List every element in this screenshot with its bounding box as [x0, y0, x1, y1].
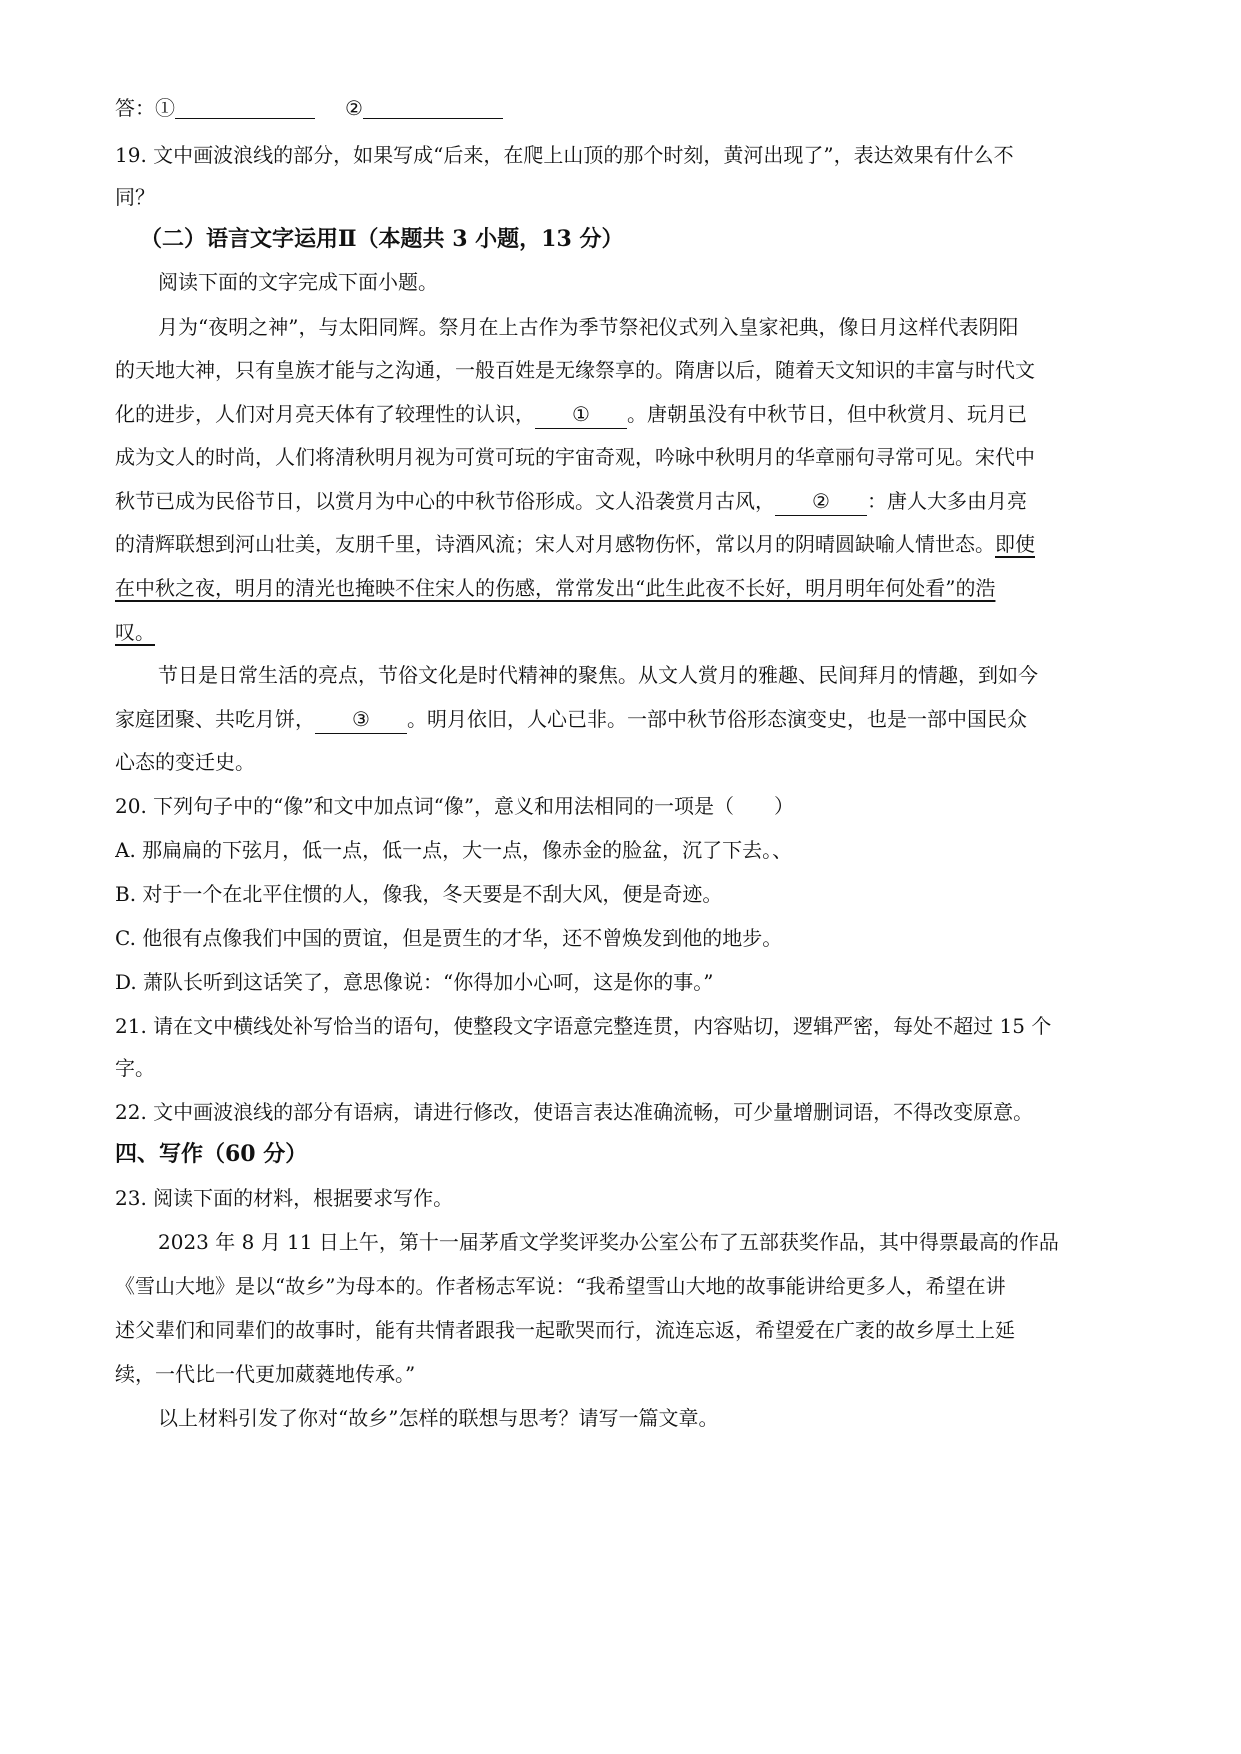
passage-line: 节日是日常生活的亮点，节俗文化是时代精神的聚焦。从文人赏月的雅趣、民间拜月的情趣，到如今	[158, 663, 1038, 687]
wavy-underlined-text: 在中秋之夜，明月的清光也掩映不住宋人的伤感，常常发出“此生此夜不长好，明月明年何处看”的浩	[115, 576, 996, 600]
passage-line: 心态的变迁史。	[115, 750, 255, 774]
text: ：唐人大多由月亮	[867, 489, 1027, 513]
q20-option-a[interactable]: A. 那扁扁的下弦月，低一点，低一点，大一点，像赤金的脸盆，沉了下去。、	[115, 838, 793, 862]
answer-mark-1: ①	[155, 96, 175, 120]
q22: 22. 文中画波浪线的部分有语病，请进行修改，使语言表达准确流畅，可少量增删词语，不得改变原意。	[115, 1100, 1034, 1124]
material-line: 《雪山大地》是以“故乡”为母本的。作者杨志军说：“我希望雪山大地的故事能讲给更多人，希望在讲	[115, 1274, 1006, 1298]
q20-option-c[interactable]: C. 他很有点像我们中国的贾谊，但是贾生的才华，还不曾焕发到他的地步。	[115, 926, 783, 950]
passage-line: 的天地大神，只有皇族才能与之沟通，一般百姓是无缘祭享的。隋唐以后，随着天文知识的丰富与时代文	[115, 358, 1035, 382]
q23-stem: 23. 阅读下面的材料，根据要求写作。	[115, 1186, 454, 1210]
passage-line	[115, 400, 1125, 429]
section2-title: （二）语言文字运用Ⅱ（本题共 3 小题，13 分）	[140, 226, 624, 252]
wavy-underlined-text: 即使	[995, 532, 1035, 556]
passage-line: 月为“夜明之神”，与太阳同辉。祭月在上古作为季节祭祀仪式列入皇家祀典，像日月这样代表阴阳	[158, 315, 1019, 339]
q19-line2: 同？	[115, 185, 155, 209]
passage-line	[115, 530, 1125, 558]
section4-title: 四、写作（60 分）	[115, 1141, 308, 1167]
fill-blank-3[interactable]: ③	[315, 705, 407, 734]
q19-line1: 19. 文中画波浪线的部分，如果写成“后来，在爬上山顶的那个时刻，黄河出现了”，表达效果有什么不	[115, 143, 1014, 167]
passage-line	[115, 487, 1125, 516]
passage-line: 成为文人的时尚，人们将清秋明月视为可赏可玩的宇宙奇观，吟咏中秋明月的华章丽句寻常可见。宋代中	[115, 445, 1035, 469]
answer-line	[115, 94, 1125, 122]
q20-stem: 20. 下列句子中的“像”和文中加点词“像”，意义和用法相同的一项是（ ）	[115, 794, 795, 818]
q20-option-b[interactable]: B. 对于一个在北平住惯的人，像我，冬天要是不刮大风，便是奇迹。	[115, 882, 723, 906]
text: 。唐朝虽没有中秋节日，但中秋赏月、玩月已	[627, 402, 1027, 426]
passage-line	[115, 574, 1125, 602]
answer-label: 答：	[115, 96, 155, 120]
q21-line2: 字。	[115, 1056, 155, 1080]
text: 家庭团聚、共吃月饼，	[115, 707, 315, 731]
material-line: 2023 年 8 月 11 日上午，第十一届茅盾文学奖评奖办公室公布了五部获奖作品，其中得票最高的作品	[158, 1230, 1059, 1254]
text: 的清辉联想到河山壮美，友朋千里，诗酒风流；宋人对月感物伤怀，常以月的阴晴圆缺喻人情世态。	[115, 532, 995, 556]
fill-blank-1[interactable]: ①	[535, 400, 627, 429]
reading-prompt: 阅读下面的文字完成下面小题。	[158, 270, 438, 294]
text: 秋节已成为民俗节日，以赏月为中心的中秋节俗形成。文人沿袭赏月古风，	[115, 489, 775, 513]
answer-blank-1[interactable]	[175, 96, 315, 119]
answer-blank-2[interactable]	[363, 96, 503, 119]
q21-line1: 21. 请在文中横线处补写恰当的语句，使整段文字语意完整连贯，内容贴切，逻辑严密，每处不超过 15 个	[115, 1014, 1052, 1038]
writing-prompt: 以上材料引发了你对“故乡”怎样的联想与思考？请写一篇文章。	[158, 1406, 719, 1430]
answer-mark-2: ②	[345, 96, 363, 120]
q20-option-d[interactable]: D. 萧队长听到这话笑了，意思像说：“你得加小心呵，这是你的事。”	[115, 970, 714, 994]
text: 。明月依旧，人心已非。一部中秋节俗形态演变史，也是一部中国民众	[407, 707, 1027, 731]
wavy-underlined-text: 叹。	[115, 620, 155, 644]
fill-blank-2[interactable]: ②	[775, 487, 867, 516]
passage-line	[115, 705, 1125, 734]
material-line: 续，一代比一代更加葳蕤地传承。”	[115, 1362, 416, 1386]
text: 化的进步，人们对月亮天体有了较理性的认识，	[115, 402, 535, 426]
passage-line	[115, 618, 1125, 646]
material-line: 述父辈们和同辈们的故事时，能有共情者跟我一起歌哭而行，流连忘返，希望爱在广袤的故乡厚土上延	[115, 1318, 1015, 1342]
